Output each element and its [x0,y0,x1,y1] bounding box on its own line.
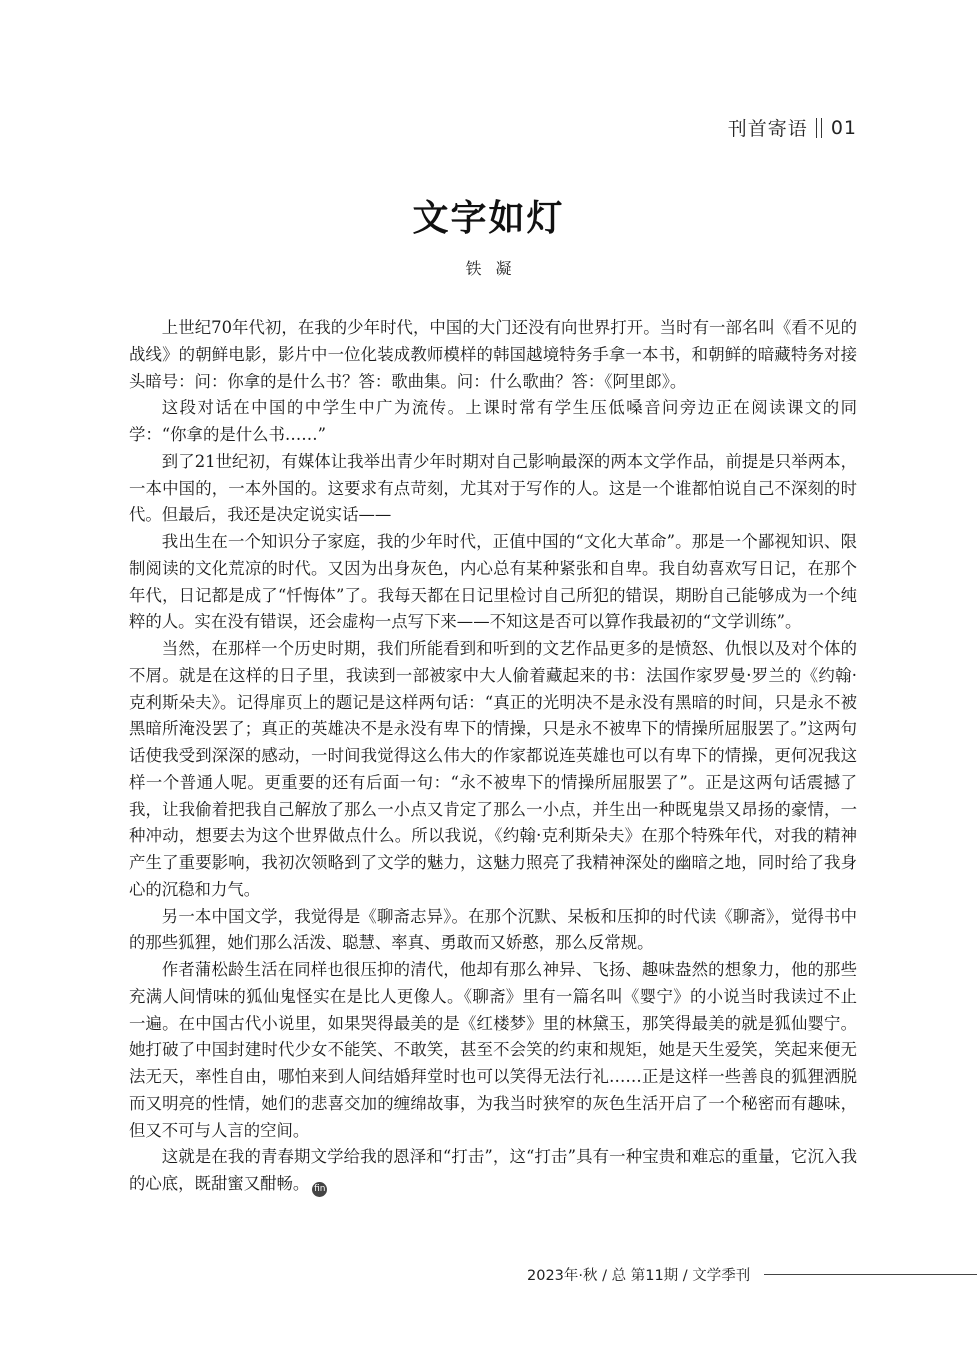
article-body [129,315,857,1198]
article-author: 铁凝 [465,259,526,278]
footer-rule [764,1274,977,1275]
running-header [728,114,857,141]
last-paragraph [129,1144,857,1198]
running-footer [527,1264,977,1285]
article-title: 文字如灯 [412,198,565,239]
section-title: 刊首寄语 [727,118,808,140]
paragraph: 当然，在那样一个历史时期，我们所能看到和听到的文艺作品更多的是愤怒、仇恨以及对个体的不屑。就是在这样的日子里，我读到一部被家中大人偷着藏起来的书：法国作家罗曼·罗兰的《约翰·克利斯朵夫》。记得扉页上的题记是这样两句话：“真正的光明决不是永没有黑暗的时间，只是永不被黑暗所淹没罢了；真正的英雄决不是永没有卑下的情操，只是永不被卑下的情操所屈服罢了。”这两句话使我受到深深的感动，一时间我觉得这么伟大的作家都说连英雄也可以有卑下的情操，更何况我这样一个普通人呢。更重要的还有后面一句：“永不被卑下的情操所屈服罢了”。正是这两句话震撼了我，让我偷着把我自己解放了那么一小点又肯定了那么一小点，并生出一种既鬼祟又昂扬的豪情，一种冲动，想要去为这个世界做点什么。所以我说，《约翰·克利斯朵夫》在那个特殊年代，对我的精神产生了重要影响，我初次领略到了文学的魅力，这魅力照亮了我精神深处的幽暗之地，同时给了我身心的沉稳和力气。 [129,639,857,899]
paragraph: 到了21世纪初，有媒体让我举出青少年时期对自己影响最深的两本文学作品，前提是只举两本，一本中国的，一本外国的。这要求有点苛刻，尤其对于写作的人。这是一个谁都怕说自己不深刻的时代。但最后，我还是决定说实话—— [129,451,857,525]
paragraph: 上世纪70年代初，在我的少年时代，中国的大门还没有向世界打开。当时有一部名叫《看不见的战线》的朝鲜电影，影片中一位化装成教师模样的韩国越境特务手拿一本书，和朝鲜的暗藏特务对接头暗号：问：你拿的是什么书？答：歌曲集。问：什么歌曲？答：《阿里郎》。 [129,318,857,391]
paragraph: 作者蒲松龄生活在同样也很压抑的清代，他却有那么神异、飞扬、趣味盎然的想象力，他的那些充满人间情味的狐仙鬼怪实在是比人更像人。《聊斋》里有一篇名叫《婴宁》的小说当时我读过不止一遍。在中国古代小说里，如果哭得最美的是《红楼梦》里的林黛玉，那笑得最美的就是狐仙婴宁。她打破了中国封建时代少女不能笑、不敢笑，甚至不会笑的约束和规矩，她是天生爱笑，笑起来便无法无天，率性自由，哪怕来到人间结婚拜堂时也可以笑得无法行礼……正是这样一些善良的狐狸洒脱而又明亮的性情，她们的悲喜交加的缠绵故事，为我当时狭窄的灰色生活开启了一个秘密而有趣味，但又不可与人言的空间。 [129,960,857,1140]
issue-info: 2023年·秋 / 总 第11期 / 文学季刊 [527,1268,751,1284]
paragraph-text: 这就是在我的青春期文学给我的恩泽和“打击”，这“打击”具有一种宝贵和难忘的重量，它沉入我的心底，既甜蜜又酣畅。 [129,1147,857,1193]
paragraph: 这段对话在中国的中学生中广为流传。上课时常有学生压低嗓音问旁边正在阅读课文的同学：“你拿的是什么书……” [129,398,857,444]
double-bar-divider [816,118,822,138]
end-of-article-icon: fin [312,1182,327,1197]
paragraph: 另一本中国文学，我觉得是《聊斋志异》。在那个沉默、呆板和压抑的时代读《聊斋》，觉得书中的那些狐狸，她们那么活泼、聪慧、率真、勇敢而又娇憨，那么反常规。 [129,906,857,953]
page-number: 01 [830,116,857,139]
paragraph: 我出生在一个知识分子家庭，我的少年时代，正值中国的“文化大革命”。那是一个鄙视知识、限制阅读的文化荒凉的时代。又因为出身灰色，内心总有某种紧张和自卑。我自幼喜欢写日记，在那个年代，日记都是成了“忏悔体”了。我每天都在日记里检讨自己所犯的错误，期盼自己能够成为一个纯粹的人。实在没有错误，还会虚构一点写下来——不知这是否可以算作我最初的“文学训练”。 [129,532,857,632]
